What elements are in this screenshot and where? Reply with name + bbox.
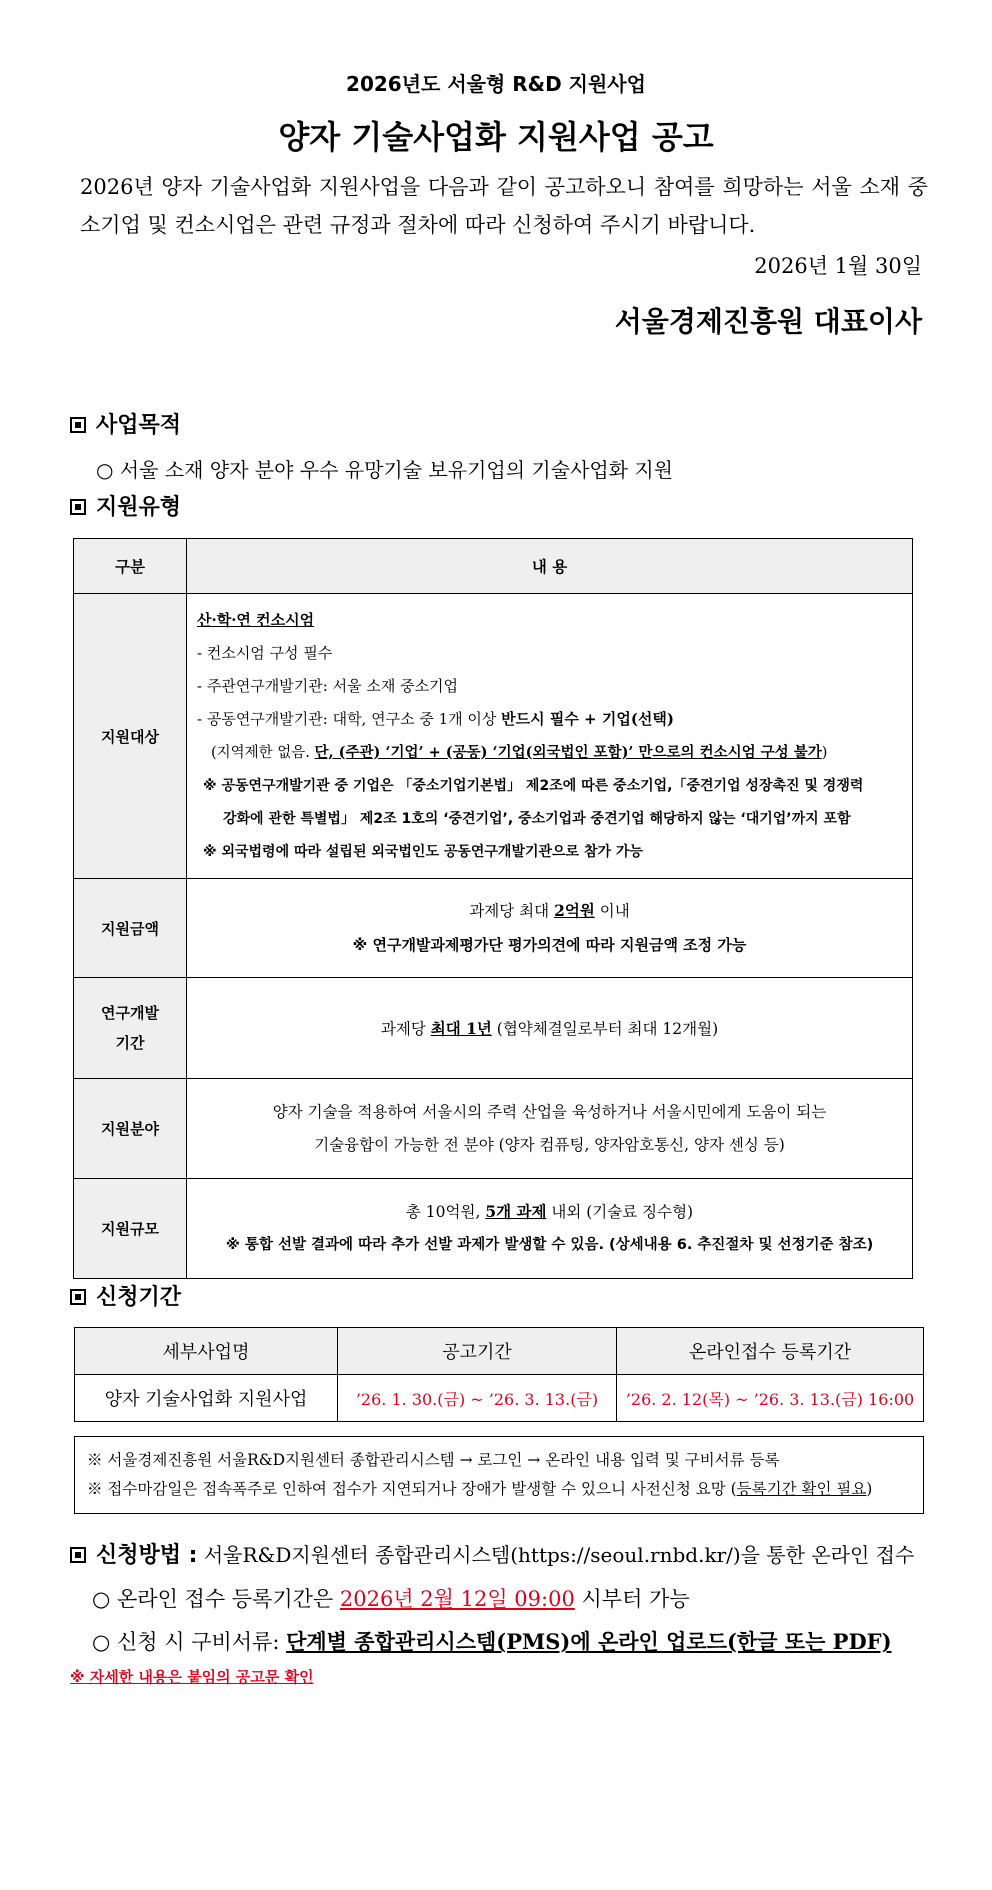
target-note: ※ 외국법령에 따라 설립된 외국법인도 공동연구개발기관으로 참가 가능 (203, 843, 643, 860)
col-header-announce-period: 공고기간 (338, 1328, 617, 1375)
target-line: - 주관연구개발기관: 서울 소재 중소기업 (197, 676, 459, 695)
row-label-amount: 지원금액 (74, 879, 187, 978)
period-heading-text: 신청기간 (96, 1285, 182, 1310)
section-support-type-heading (70, 490, 181, 521)
checkbox-square-icon (70, 417, 86, 433)
section-method-heading: 신청방법 : 서울R&D지원센터 종합관리시스템(https://seoul.rnbd.kr/)을 통한 온라인 접수 (70, 1538, 914, 1569)
col-header-program: 세부사업명 (75, 1328, 338, 1375)
row-label-target: 지원대상 (74, 594, 187, 879)
row-label-scale: 지원규모 (74, 1179, 187, 1279)
cell-announce-period: ’26. 1. 30.(금) ~ ’26. 3. 13.(금) (338, 1375, 617, 1422)
method-bullet: ○ 신청 시 구비서류: 단계별 종합관리시스템(PMS)에 온라인 업로드(한글 또는 PDF) (92, 1629, 892, 1654)
amount-note: ※ 연구개발과제평가단 평가의견에 따라 지원금액 조정 가능 (352, 936, 747, 954)
support-type-table (73, 538, 913, 1279)
checkbox-square-icon (70, 1289, 86, 1305)
cell-online-period: ’26. 2. 12(목) ~ ’26. 3. 13.(금) 16:00 (617, 1375, 924, 1422)
checkbox-square-icon (70, 1547, 86, 1563)
issuer: 서울경제진흥원 대표이사 (614, 305, 922, 338)
table-row-field (74, 1079, 913, 1179)
period-content: 과제당 최대 1년 (협약체결일로부터 최대 12개월) (187, 978, 913, 1079)
target-line: - 공동연구개발기관: 대학, 연구소 중 1개 이상 반드시 필수 + 기업(선택) (197, 709, 674, 728)
purpose-text: ○ 서울 소재 양자 분야 우수 유망기술 보유기업의 기술사업화 지원 (96, 458, 673, 482)
notice-line: ※ 접수마감일은 접속폭주로 인하여 접수가 지연되거나 장애가 발생할 수 있으니 사전신청 요망 (등록기간 확인 필요) (87, 1480, 873, 1498)
col-header-content: 내 용 (187, 539, 913, 594)
table-row-amount (74, 879, 913, 978)
announcement-date: 2026년 1월 30일 (754, 254, 922, 278)
application-period-table (74, 1327, 924, 1422)
col-header-category: 구분 (74, 539, 187, 594)
purpose-heading-text: 사업목적 (96, 413, 182, 438)
field-content: 양자 기술을 적용하여 서울시의 주력 산업을 육성하거나 서울시민에게 도움이 되는 기술융합이 가능한 전 분야 (양자 컴퓨팅, 양자암호통신, 양자 센싱 등) (187, 1079, 913, 1179)
table-header-row (74, 539, 913, 594)
section-purpose-heading (70, 408, 181, 439)
notice-box (74, 1436, 924, 1514)
notice-line: ※ 서울경제진흥원 서울R&D지원센터 종합관리시스템 → 로그인 → 온라인 내용 입력 및 구비서류 등록 (87, 1451, 780, 1469)
method-bullet: ○ 온라인 접수 등록기간은 2026년 2월 12일 09:00 시부터 가능 (92, 1587, 690, 1611)
row-label-period: 연구개발 기간 (74, 978, 187, 1079)
table-row (75, 1375, 924, 1422)
page-title: 양자 기술사업화 지원사업 공고 (278, 118, 714, 156)
target-content (187, 594, 913, 879)
cell-program: 양자 기술사업화 지원사업 (75, 1375, 338, 1422)
table-row-period (74, 978, 913, 1079)
subtitle: 2026년도 서울형 R&D 지원사업 (346, 72, 646, 96)
col-header-online-period: 온라인접수 등록기간 (617, 1328, 924, 1375)
target-note: ※ 공동연구개발기관 중 기업은 「중소기업기본법」 제2조에 따른 중소기업,「중견기업 성장촉진 및 경쟁력 (203, 777, 864, 794)
footnote: ※ 자세한 내용은 붙임의 공고문 확인 (70, 1668, 314, 1686)
target-line: - 컨소시엄 구성 필수 (197, 643, 333, 662)
section-period-heading (70, 1280, 181, 1311)
scale-content: 총 10억원, 5개 과제 내외 (기술료 징수형) ※ 통합 선발 결과에 따라 추가 선발 과제가 발생할 수 있음. (상세내용 6. 추진절차 및 선정기준 참조) (187, 1179, 913, 1279)
amount-content (187, 879, 913, 978)
intro-paragraph: 2026년 양자 기술사업화 지원사업을 다음과 같이 공고하오니 참여를 희망하는 서울 소재 중소기업 및 컨소시업은 관련 규정과 절차에 따라 신청하여 주시기 바랍니다. (80, 175, 928, 237)
table-row-target (74, 594, 913, 879)
target-title: 산·학·연 컨소시엄 (197, 610, 315, 629)
row-label-field: 지원분야 (74, 1079, 187, 1179)
checkbox-square-icon (70, 499, 86, 515)
target-note: 강화에 관한 특별법」 제2조 1호의 ‘중견기업’, 중소기업과 중견기업 해당하지 않는 ‘대기업’까지 포함 (223, 810, 851, 827)
support-type-heading-text: 지원유형 (96, 495, 182, 520)
amount-line: 과제당 최대 2억원 이내 (469, 901, 630, 920)
table-row-scale (74, 1179, 913, 1279)
table-header-row (75, 1328, 924, 1375)
target-line: (지역제한 없음. 단, (주관) ‘기업’ + (공동) ‘기업(외국법인 포함)’ 만으로의 컨소시엄 구성 불가) (211, 743, 828, 761)
